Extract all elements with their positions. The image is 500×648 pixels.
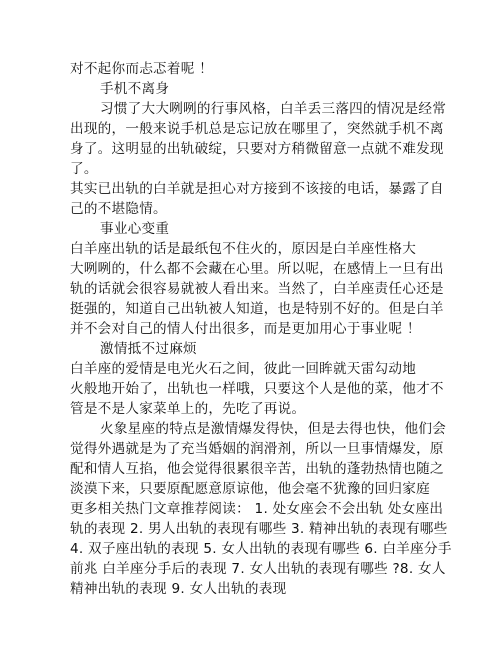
text-line: 对不起你而忐忑着呢 ！: [70, 61, 214, 77]
text-line: 淡漠下来，只要原配愿意原谅他，他会毫不犹豫的回归家庭: [70, 481, 430, 497]
text-line: 白羊座出轨的话是最纸包不住火的，原因是白羊座性格大: [70, 241, 417, 257]
related-articles-line: 4. 双子座出轨的表现 5. 女人出轨的表现有哪些 6. 白羊座分手: [70, 541, 452, 557]
text-line: 其实已出轨的白羊就是担心对方接到不该接的电话，暴露了自: [70, 181, 444, 197]
text-line: 火般地开始了，出轨也一样哦，只要这个人是他的菜，他才不: [70, 381, 444, 397]
text-line: 习惯了大大咧咧的行事风格，白羊丢三落四的情况是经常: [100, 101, 447, 117]
text-line: 并不会对自己的情人付出很多，而是更加用心于事业呢 ！: [70, 321, 421, 337]
text-line: 配和情人互掐，他会觉得很累很辛苦，出轨的蓬勃热情也随之: [70, 461, 444, 477]
section-heading-passion: 激情抵不过麻烦: [100, 341, 197, 357]
text-line: 火象星座的特点是激情爆发得快，但是去得也快，他们会: [100, 421, 447, 437]
text-line: 大咧咧的，什么都不会藏在心里。所以呢，在感情上一旦有出: [70, 261, 444, 277]
related-articles-line: 轨的表现 2. 男人出轨的表现有哪些 3. 精神出轨的表现有哪些: [70, 521, 448, 537]
related-articles-line: 精神出轨的表现 9. 女人出轨的表现: [70, 581, 287, 597]
text-line: 了。: [70, 161, 98, 177]
section-heading-career: 事业心变重: [100, 221, 170, 237]
related-articles-line: 更多相关热门文章推荐阅读： 1. 处女座会不会出轨 处女座出: [70, 501, 444, 517]
text-line: 觉得外遇就是为了充当婚姻的润滑剂，所以一旦事情爆发，原: [70, 441, 444, 457]
related-articles-line: 前兆 白羊座分手后的表现 7. 女人出轨的表现有哪些 ?8. 女人: [70, 561, 446, 577]
section-heading-phone: 手机不离身: [100, 81, 170, 97]
text-line: 己的不堪隐情。: [70, 201, 167, 217]
text-line: 轨的话就会很容易就被人看出来。当然了，白羊座责任心还是: [70, 281, 444, 297]
text-line: 管是不是人家菜单上的，先吃了再说。: [70, 401, 306, 417]
text-line: 挺强的，知道自己出轨被人知道，也是特别不好的。但是白羊: [70, 301, 444, 317]
text-line: 身了。这明显的出轨破绽，只要对方稍微留意一点就不难发现: [70, 141, 444, 157]
text-line: 白羊座的爱情是电光火石之间，彼此一回眸就天雷勾动地: [70, 361, 417, 377]
text-line: 出现的，一般来说手机总是忘记放在哪里了，突然就手机不离: [70, 121, 444, 137]
